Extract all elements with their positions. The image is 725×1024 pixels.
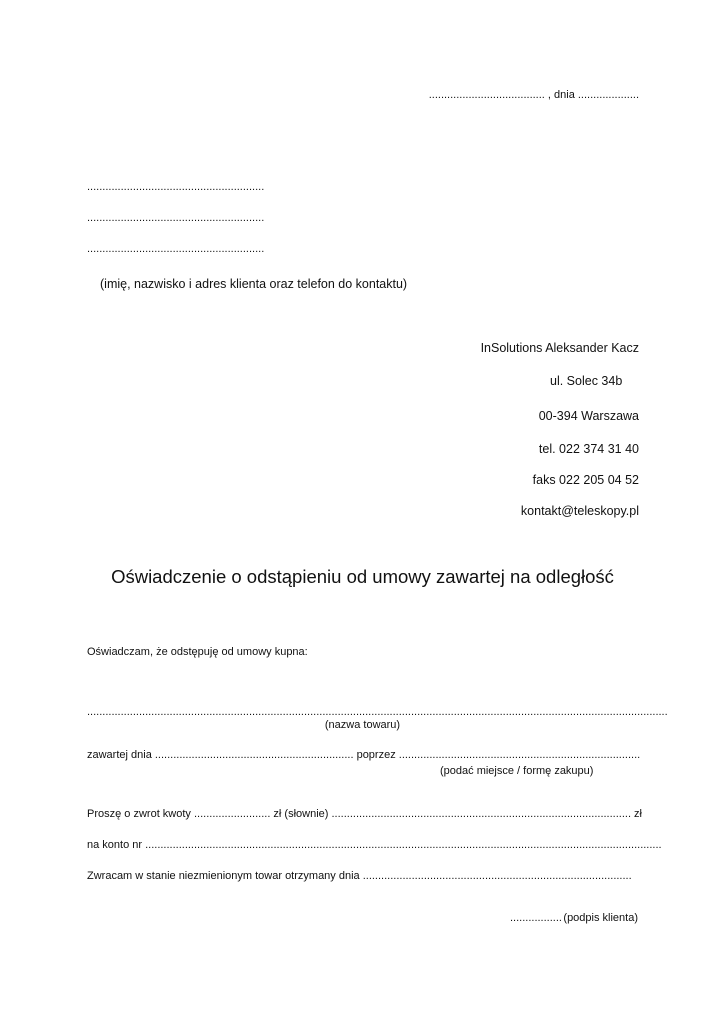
product-name-caption: (nazwa towaru) xyxy=(324,719,401,731)
return-goods-line: Zwracam w stanie niezmienionym towar otrzymany dnia ........................................................................................ xyxy=(87,870,632,882)
product-name-line: .............................................................................................................................................................................................. xyxy=(87,706,668,718)
contract-date-line: zawartej dnia ................................................................. poprzez ............................................................................... xyxy=(87,749,641,761)
contract-caption: (podać miejsce / formę zakupu) xyxy=(440,765,594,777)
signature-line: ................. xyxy=(510,912,562,924)
company-city: 00-394 Warszawa xyxy=(538,409,639,423)
client-line-1: .......................................................... xyxy=(87,181,265,193)
statement-text: Oświadczam, że odstępuję od umowy kupna: xyxy=(87,646,308,658)
signature-caption: (podpis klienta) xyxy=(563,912,638,924)
client-caption: (imię, nazwisko i adres klienta oraz telefon do kontaktu) xyxy=(100,277,408,291)
bank-account-line: na konto nr ......................................................................................................................................................................... xyxy=(87,839,662,851)
company-email: kontakt@teleskopy.pl xyxy=(520,504,639,518)
document-title: Oświadczenie o odstąpieniu od umowy zawartej na odległość xyxy=(111,566,614,587)
company-name: InSolutions Aleksander Kacz xyxy=(480,341,639,355)
company-fax: faks 022 205 04 52 xyxy=(532,473,639,487)
company-phone: tel. 022 374 31 40 xyxy=(538,442,639,456)
client-line-2: .......................................................... xyxy=(87,212,265,224)
company-street: ul. Solec 34b xyxy=(550,374,623,388)
refund-amount-line: Proszę o zwrot kwoty ......................... zł (słownie) .................................................................................................. zł xyxy=(87,808,643,820)
place-date-line: ...................................... , dnia .................... xyxy=(428,89,639,101)
client-line-3: .......................................................... xyxy=(87,243,265,255)
